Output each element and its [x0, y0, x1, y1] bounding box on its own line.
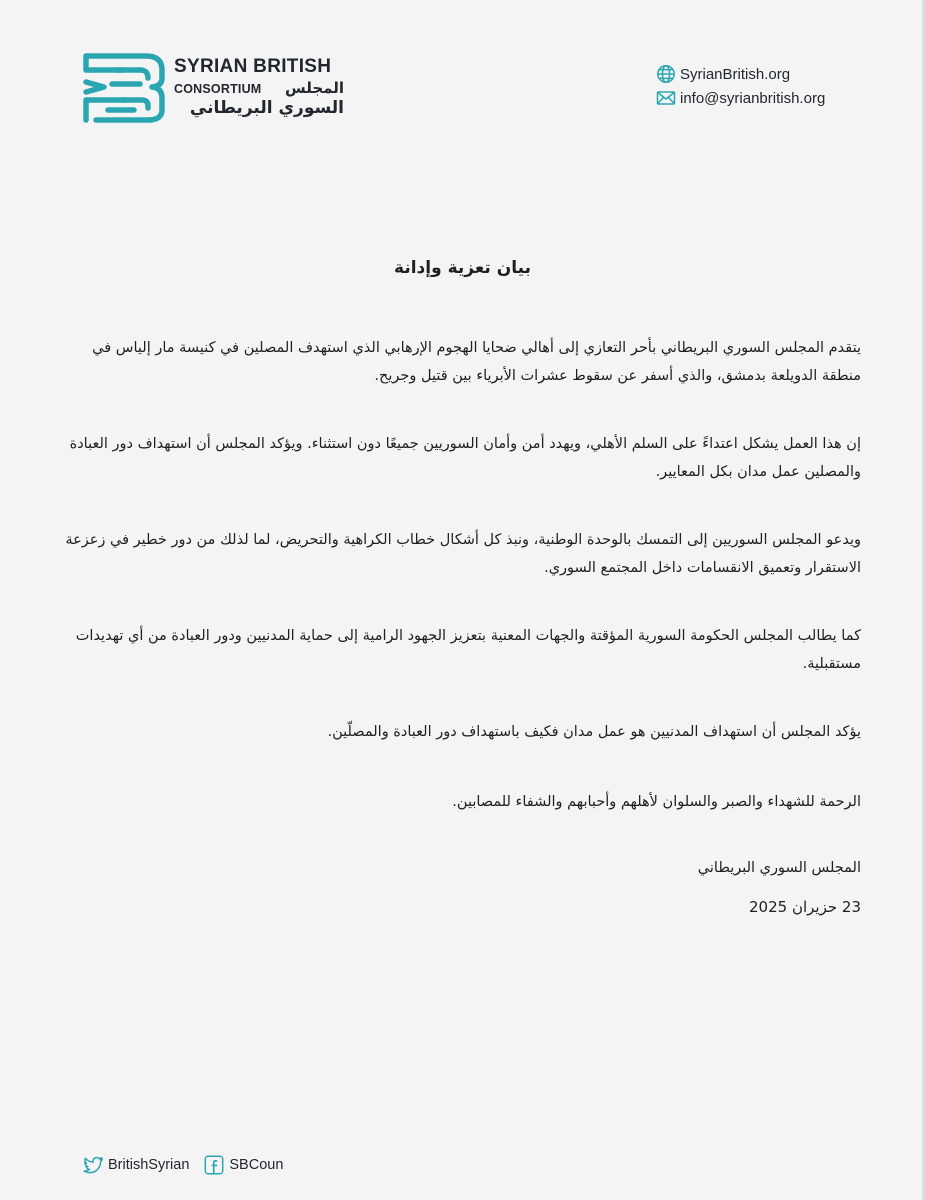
logo-title-en: SYRIAN BRITISH: [174, 56, 332, 77]
paragraph-6: الرحمة للشهداء والصبر والسلوان لأهلهم وأحبابهم والشفاء للمصابين.: [452, 794, 861, 810]
statement-title: بيان تعزية وإدانة: [394, 258, 531, 278]
sbc-maze-logo-icon: [82, 50, 166, 124]
statement-date: 23 حزيران 2025: [748, 898, 861, 916]
twitter-handle[interactable]: BritishSyrian: [108, 1157, 190, 1173]
paragraph-3: ويدعو المجلس السوريين إلى التمسك بالوحدة الوطنية، ونبذ كل أشكال خطاب الكراهية والتحريض، لما لذلك من دور خطير في زعزعة الاستقرار وتعميق الانقسامات داخل المجتمع السوري.: [65, 532, 861, 576]
logo-title-ar: المجلس: [285, 79, 344, 97]
signature: المجلس السوري البريطاني: [697, 860, 861, 876]
facebook-icon: [203, 1154, 225, 1176]
website-row[interactable]: [656, 62, 896, 86]
footer-social: [82, 1154, 297, 1176]
contact-info: [656, 62, 896, 110]
facebook-handle[interactable]: SBCoun: [229, 1157, 284, 1173]
email-link[interactable]: info@syrianbritish.org: [680, 89, 826, 107]
paragraph-5: يؤكد المجلس أن استهداف المدنيين هو عمل مدان فكيف باستهداف دور العبادة والمصلّين.: [327, 724, 861, 740]
logo: [82, 50, 342, 128]
twitter-link[interactable]: [82, 1154, 189, 1176]
paragraph-1: يتقدم المجلس السوري البريطاني بأحر التعازي إلى أهالي ضحايا الهجوم الإرهابي الذي استهدف المصلين في كنيسة مار إلياس في منطقة الدويلعة بدمشق، والذي أسفر عن سقوط عشرات الأبرياء بين قتيل وجريح.: [92, 340, 861, 384]
website-link[interactable]: SyrianBritish.org: [680, 65, 791, 83]
twitter-bird-icon: [82, 1154, 104, 1176]
logo-subtitle-en: CONSORTIUM: [174, 82, 262, 96]
paragraph-4: كما يطالب المجلس الحكومة السورية المؤقتة والجهات المعنية بتعزيز الجهود الرامية إلى حماية المدنيين ودور العبادة من أي تهديدات مستقبلية.: [75, 628, 861, 672]
paragraph-2: إن هذا العمل يشكل اعتداءً على السلم الأهلي، ويهدد أمن وأمان السوريين جميعًا دون استثناء. ويؤكد المجلس أن استهداف دور العبادة والمصلين عمل مدان بكل المعايير.: [69, 436, 861, 480]
mail-icon: [656, 88, 676, 108]
facebook-link[interactable]: [203, 1154, 283, 1176]
logo-subtitle-ar: السوري البريطاني: [189, 98, 344, 118]
email-row[interactable]: [656, 86, 896, 110]
globe-icon: [656, 64, 676, 84]
